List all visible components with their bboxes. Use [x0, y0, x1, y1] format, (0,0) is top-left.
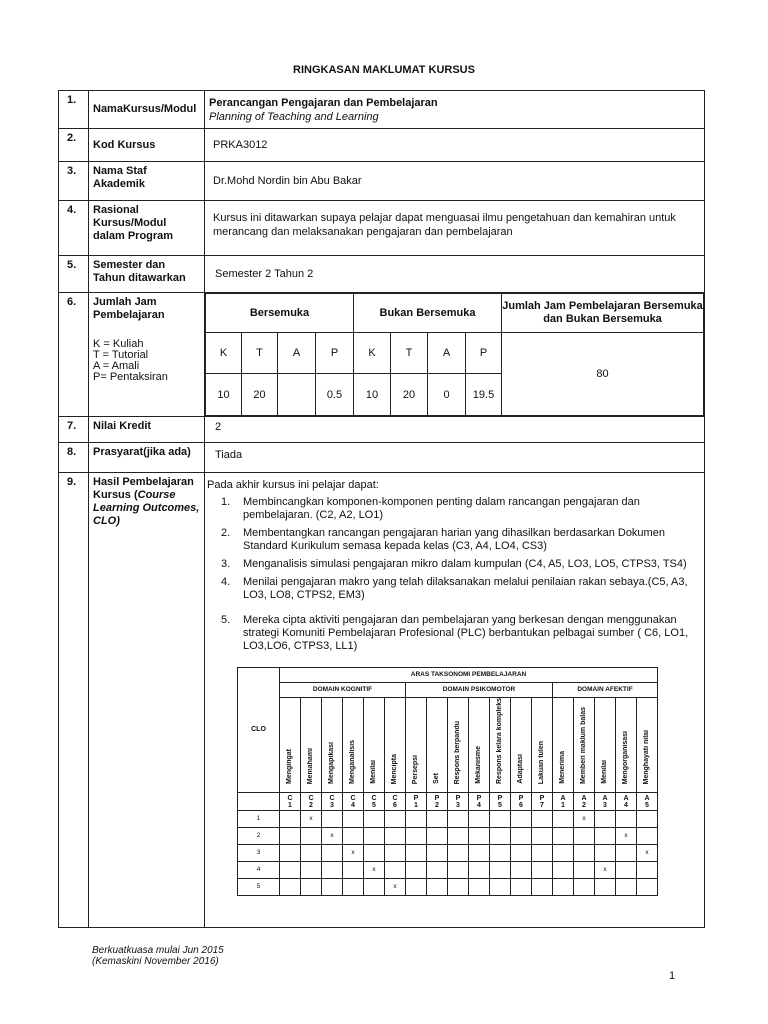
- row-learning-outcomes: [59, 473, 705, 928]
- row-number: 9.: [59, 473, 89, 928]
- row-course-code: [59, 129, 705, 162]
- clo-number: 3: [238, 845, 280, 862]
- academic-staff-value: Dr.Mohd Nordin bin Abu Bakar: [205, 162, 705, 201]
- row-rationale: [59, 201, 705, 256]
- taxonomy-code: C 6: [385, 793, 406, 811]
- taxonomy-cell: [532, 811, 553, 828]
- taxonomy-code: C 4: [343, 793, 364, 811]
- taxonomy-level: Menghayati nilai: [637, 698, 658, 793]
- taxonomy-cell: [532, 845, 553, 862]
- clo-number: 2: [238, 828, 280, 845]
- taxonomy-cell: [406, 879, 427, 896]
- taxonomy-cell: [301, 862, 322, 879]
- bukan-bersemuka-header: Bukan Bersemuka: [354, 294, 502, 333]
- taxonomy-cell: x: [322, 828, 343, 845]
- taxonomy-cell: [469, 828, 490, 845]
- taxonomy-cell: [574, 845, 595, 862]
- taxonomy-cell: [595, 828, 616, 845]
- taxonomy-cell: [427, 828, 448, 845]
- taxonomy-cell: [532, 862, 553, 879]
- row-label: Kod Kursus: [89, 129, 205, 162]
- taxonomy-cell: [448, 862, 469, 879]
- document-title: RINGKASAN MAKLUMAT KURSUS: [293, 64, 475, 76]
- list-item: 4. Menilai pengajaran makro yang telah dilaksanakan melalui penilaian rakan sebaya.(C5, A3, LO3, LO8, CTPS2, EM3): [221, 576, 688, 601]
- row-label: Prasyarat(jika ada): [89, 443, 205, 473]
- list-item: 1. Membincangkan komponen-komponen penting dalam rancangan pengajaran dan pembelajaran. (C2, A2, LO1): [221, 496, 640, 521]
- list-item: 5. Mereka cipta aktiviti pengajaran dan pembelajaran yang berkesan dengan menggunakan strategi Komuniti Pembelajaran Profesional (PLC) berbantukan pelbagai sumber ( C6, LO1, LO3,LO6, CTPS3, LL1): [221, 614, 689, 652]
- taxonomy-cell: [385, 828, 406, 845]
- taxonomy-cell: [595, 811, 616, 828]
- taxonomy-cell: [511, 879, 532, 896]
- taxonomy-cell: [553, 811, 574, 828]
- taxonomy-cell: [553, 879, 574, 896]
- table-row: [238, 828, 658, 845]
- taxonomy-code: C 1: [280, 793, 301, 811]
- hour-value: [278, 374, 316, 416]
- taxonomy-cell: [406, 811, 427, 828]
- course-code-value: PRKA3012: [205, 129, 705, 162]
- credit-value: 2: [205, 417, 705, 443]
- hour-code: P: [316, 333, 354, 374]
- table-row: [238, 845, 658, 862]
- row-learning-hours: [59, 293, 705, 417]
- hour-code: K: [354, 333, 391, 374]
- taxonomy-cell: [553, 828, 574, 845]
- taxonomy-cell: [280, 845, 301, 862]
- taxonomy-level: Respons berpandu: [448, 698, 469, 793]
- taxonomy-code: P 1: [406, 793, 427, 811]
- row-label: Hasil Pembelajaran Kursus (Course Learning Outcomes, CLO): [89, 473, 205, 928]
- taxonomy-cell: [448, 879, 469, 896]
- taxonomy-cell: [574, 862, 595, 879]
- hour-code: T: [242, 333, 278, 374]
- taxonomy-cell: [511, 862, 532, 879]
- row-label: Rasional Kursus/Modul dalam Program: [89, 201, 205, 256]
- taxonomy-cell: [322, 845, 343, 862]
- taxonomy-cell: [595, 845, 616, 862]
- taxonomy-cell: [469, 862, 490, 879]
- taxonomy-level: Menerima: [553, 698, 574, 793]
- course-summary-table: [58, 90, 705, 928]
- semester-value: Semester 2 Tahun 2: [205, 256, 705, 293]
- rationale-value: Kursus ini ditawarkan supaya pelajar dapat menguasai ilmu pengetahuan dan kemahiran untuk merancang dan melaksanakan pengajaran dan pembelajaran: [205, 201, 705, 256]
- row-number: 1.: [59, 91, 89, 129]
- hour-value: 20: [242, 374, 278, 416]
- row-label: NamaKursus/Modul: [89, 91, 205, 129]
- taxonomy-cell: [301, 879, 322, 896]
- taxonomy-level: Mengapikasi: [322, 698, 343, 793]
- taxonomy-cell: x: [301, 811, 322, 828]
- row-number: 5.: [59, 256, 89, 293]
- row-course-name: [59, 91, 705, 129]
- taxonomy-cell: [511, 811, 532, 828]
- taxonomy-code: P 7: [532, 793, 553, 811]
- taxonomy-cell: [574, 879, 595, 896]
- taxonomy-level: Lakuan tulen: [532, 698, 553, 793]
- taxonomy-cell: [637, 862, 658, 879]
- clo-number: 1: [238, 811, 280, 828]
- domain-affective: DOMAIN AFEKTIF: [553, 683, 658, 698]
- legend-pentaksiran: P= Pentaksiran: [93, 371, 168, 383]
- total-hours-value: 80: [502, 333, 704, 416]
- taxonomy-cell: [427, 845, 448, 862]
- taxonomy-level: Respons kelara kompleks: [490, 698, 511, 793]
- taxonomy-cell: x: [574, 811, 595, 828]
- taxonomy-level: Mekanisme: [469, 698, 490, 793]
- taxonomy-level: Set: [427, 698, 448, 793]
- taxonomy-cell: [469, 879, 490, 896]
- clo-number: 4: [238, 862, 280, 879]
- hour-value: 10: [354, 374, 391, 416]
- hour-value: 0: [428, 374, 466, 416]
- taxonomy-level: Memberi maklum balas: [574, 698, 595, 793]
- taxonomy-code: P 4: [469, 793, 490, 811]
- course-name-malay: Perancangan Pengajaran dan Pembelajaran: [209, 97, 438, 109]
- taxonomy-cell: [406, 828, 427, 845]
- taxonomy-code: A 3: [595, 793, 616, 811]
- footer-effective-date: Berkuatkuasa mulai Jun 2015: [92, 945, 224, 956]
- taxonomy-cell: [322, 862, 343, 879]
- taxonomy-cell: [343, 811, 364, 828]
- taxonomy-cell: [280, 828, 301, 845]
- taxonomy-cell: [469, 845, 490, 862]
- list-item: 2. Membentangkan rancangan pengajaran harian yang dihasilkan berdasarkan Dokumen Standard Kurikulum semasa kepada kelas (C3, A4, LO4, CS3): [221, 527, 665, 552]
- bersemuka-header: Bersemuka: [206, 294, 354, 333]
- legend-amali: A = Amali: [93, 360, 140, 372]
- taxonomy-cell: [364, 845, 385, 862]
- taxonomy-cell: [448, 845, 469, 862]
- hour-code: K: [206, 333, 242, 374]
- taxonomy-code: P 2: [427, 793, 448, 811]
- taxonomy-code: P 5: [490, 793, 511, 811]
- row-label: Semester dan Tahun ditawarkan: [89, 256, 205, 293]
- taxonomy-cell: [637, 879, 658, 896]
- taxonomy-level: Memahami: [301, 698, 322, 793]
- legend-tutorial: T = Tutorial: [93, 349, 149, 361]
- hour-value: 19.5: [466, 374, 502, 416]
- domain-cognitive: DOMAIN KOGNITIF: [280, 683, 406, 698]
- taxonomy-cell: [637, 828, 658, 845]
- taxonomy-cell: [511, 845, 532, 862]
- taxonomy-code: C 2: [301, 793, 322, 811]
- list-item: 3. Menganalisis simulasi pengajaran mikro dalam kumpulan (C4, A5, LO3, LO5, CTPS3, TS4): [221, 558, 687, 570]
- hour-value: 20: [391, 374, 428, 416]
- taxonomy-cell: [385, 845, 406, 862]
- taxonomy-cell: [280, 862, 301, 879]
- row-credit: [59, 417, 705, 443]
- outcomes-list: [207, 496, 700, 653]
- taxonomy-cell: [385, 862, 406, 879]
- row-label: Nilai Kredit: [89, 417, 205, 443]
- row-label: Jumlah Jam Pembelajaran: [93, 296, 165, 321]
- row-number: 2.: [59, 129, 89, 162]
- taxonomy-level: Menilai: [595, 698, 616, 793]
- taxonomy-cell: [322, 879, 343, 896]
- table-row: [238, 879, 658, 896]
- taxonomy-cell: [490, 879, 511, 896]
- taxonomy-cell: [511, 828, 532, 845]
- taxonomy-cell: [343, 862, 364, 879]
- taxonomy-cell: [427, 811, 448, 828]
- taxonomy-code: C 5: [364, 793, 385, 811]
- row-number: 3.: [59, 162, 89, 201]
- taxonomy-cell: [448, 828, 469, 845]
- footer-note: [92, 945, 224, 967]
- taxonomy-level: Mencipta: [385, 698, 406, 793]
- taxonomy-code: A 5: [637, 793, 658, 811]
- taxonomy-code: A 2: [574, 793, 595, 811]
- taxonomy-cell: [616, 811, 637, 828]
- row-number: 8.: [59, 443, 89, 473]
- taxonomy-cell: [532, 828, 553, 845]
- taxonomy-cell: [595, 879, 616, 896]
- clo-header: CLO: [238, 668, 280, 793]
- taxonomy-cell: [616, 879, 637, 896]
- hour-code: P: [466, 333, 502, 374]
- taxonomy-cell: [532, 879, 553, 896]
- row-semester: [59, 256, 705, 293]
- taxonomy-cell: [364, 828, 385, 845]
- taxonomy-level: Mengingat: [280, 698, 301, 793]
- taxonomy-cell: [343, 879, 364, 896]
- taxonomy-level: Adaptasi: [511, 698, 532, 793]
- taxonomy-header: ARAS TAKSONOMI PEMBELAJARAN: [280, 668, 658, 683]
- taxonomy-cell: [406, 845, 427, 862]
- taxonomy-cell: x: [385, 879, 406, 896]
- table-row: [238, 811, 658, 828]
- hour-code: T: [391, 333, 428, 374]
- taxonomy-cell: x: [595, 862, 616, 879]
- taxonomy-cell: [553, 862, 574, 879]
- taxonomy-level: Mengorganisasi: [616, 698, 637, 793]
- hour-code: A: [428, 333, 466, 374]
- taxonomy-code: A 4: [616, 793, 637, 811]
- taxonomy-cell: [364, 879, 385, 896]
- taxonomy-cell: [469, 811, 490, 828]
- row-number: 6.: [59, 293, 89, 417]
- page-number: 1: [669, 970, 676, 982]
- taxonomy-cell: [406, 862, 427, 879]
- taxonomy-cell: [616, 845, 637, 862]
- hour-value: 10: [206, 374, 242, 416]
- taxonomy-cell: [490, 828, 511, 845]
- row-number: 7.: [59, 417, 89, 443]
- taxonomy-cell: [637, 811, 658, 828]
- row-label: Nama Staf Akademik: [89, 162, 205, 201]
- taxonomy-cell: [553, 845, 574, 862]
- taxonomy-level: Persepsi: [406, 698, 427, 793]
- taxonomy-cell: [427, 879, 448, 896]
- taxonomy-code: P 6: [511, 793, 532, 811]
- course-name-english: Planning of Teaching and Learning: [209, 111, 379, 123]
- taxonomy-cell: x: [637, 845, 658, 862]
- taxonomy-code: P 3: [448, 793, 469, 811]
- taxonomy-cell: [385, 811, 406, 828]
- taxonomy-cell: [427, 862, 448, 879]
- taxonomy-cell: [364, 811, 385, 828]
- taxonomy-cell: [280, 811, 301, 828]
- taxonomy-code: A 1: [553, 793, 574, 811]
- taxonomy-cell: [322, 811, 343, 828]
- taxonomy-cell: [490, 845, 511, 862]
- taxonomy-cell: x: [364, 862, 385, 879]
- taxonomy-cell: [301, 828, 322, 845]
- taxonomy-cell: [343, 828, 364, 845]
- row-prerequisite: [59, 443, 705, 473]
- taxonomy-cell: x: [616, 828, 637, 845]
- total-hours-header: Jumlah Jam Pembelajaran Bersemuka dan Bukan Bersemuka: [502, 294, 704, 333]
- clo-number: 5: [238, 879, 280, 896]
- taxonomy-cell: [280, 879, 301, 896]
- taxonomy-cell: [574, 828, 595, 845]
- domain-psychomotor: DOMAIN PSIKOMOTOR: [406, 683, 553, 698]
- footer-updated-date: (Kemaskini November 2016): [92, 956, 219, 967]
- outcomes-intro: Pada akhir kursus ini pelajar dapat:: [207, 479, 379, 491]
- row-academic-staff: [59, 162, 705, 201]
- taxonomy-cell: [448, 811, 469, 828]
- taxonomy-cell: [490, 811, 511, 828]
- learning-hours-table: [205, 293, 704, 416]
- taxonomy-code: C 3: [322, 793, 343, 811]
- taxonomy-level: Menganalisis: [343, 698, 364, 793]
- table-row: [238, 862, 658, 879]
- row-number: 4.: [59, 201, 89, 256]
- taxonomy-table: [237, 667, 658, 896]
- taxonomy-level: Menilai: [364, 698, 385, 793]
- legend-kuliah: K = Kuliah: [93, 338, 144, 350]
- taxonomy-cell: x: [343, 845, 364, 862]
- taxonomy-cell: [616, 862, 637, 879]
- taxonomy-cell: [301, 845, 322, 862]
- hour-code: A: [278, 333, 316, 374]
- prerequisite-value: Tiada: [205, 443, 705, 473]
- hour-value: 0.5: [316, 374, 354, 416]
- taxonomy-cell: [490, 862, 511, 879]
